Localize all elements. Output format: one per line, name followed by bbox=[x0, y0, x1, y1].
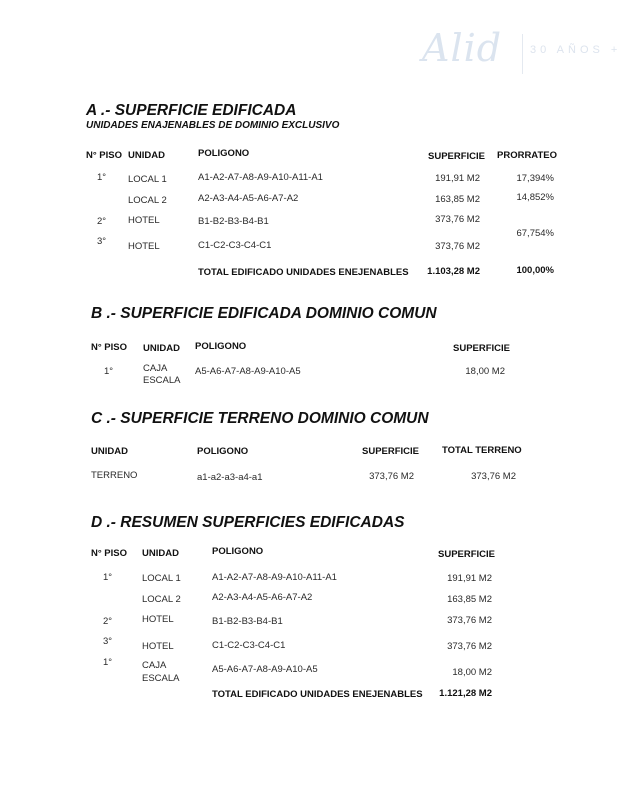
header-unidad: UNIDAD bbox=[91, 446, 128, 457]
cell-superficie: 191,91 M2 bbox=[435, 173, 480, 184]
header-superficie: SUPERFICIE bbox=[438, 549, 496, 560]
cell-unidad-line1: CAJA bbox=[142, 660, 167, 671]
cell-superficie: 373,76 M2 bbox=[435, 241, 480, 252]
cell-unidad: HOTEL bbox=[128, 215, 160, 226]
cell-superficie: 18,00 M2 bbox=[452, 667, 492, 678]
header-superficie: SUPERFICIE bbox=[428, 151, 486, 162]
cell-unidad: HOTEL bbox=[142, 614, 174, 625]
logo-divider bbox=[522, 34, 523, 74]
company-logo bbox=[422, 26, 632, 76]
cell-piso: 2° bbox=[103, 616, 113, 627]
cell-superficie: 373,76 M2 bbox=[447, 615, 492, 626]
cell-superficie: 373,76 M2 bbox=[369, 471, 414, 482]
cell-poligono: C1-C2-C3-C4-C1 bbox=[198, 240, 272, 251]
header-piso: N° PISO bbox=[91, 342, 128, 353]
cell-unidad: LOCAL 1 bbox=[128, 174, 167, 185]
section-b-title: B .- SUPERFICIE EDIFICADA DOMINIO COMUN bbox=[91, 305, 437, 322]
cell-piso: 1° bbox=[103, 572, 113, 583]
total-superficie: 1.121,28 M2 bbox=[439, 688, 492, 699]
total-label: TOTAL EDIFICADO UNIDADES ENEJENABLES bbox=[212, 689, 423, 700]
cell-piso: 1° bbox=[103, 657, 113, 668]
cell-piso: 2° bbox=[97, 216, 107, 227]
header-poligono: POLIGONO bbox=[212, 546, 264, 557]
cell-poligono: A1-A2-A7-A8-A9-A10-A11-A1 bbox=[198, 172, 323, 183]
section-a-title: A .- SUPERFICIE EDIFICADA bbox=[86, 102, 297, 119]
header-piso: N° PISO bbox=[91, 548, 128, 559]
header-poligono: POLIGONO bbox=[198, 148, 250, 159]
cell-unidad-line2: ESCALA bbox=[143, 375, 181, 386]
logo-brand: Alid bbox=[422, 26, 503, 70]
logo-tagline: 30 AÑOS + bbox=[530, 44, 622, 56]
total-superficie: 1.103,28 M2 bbox=[427, 266, 480, 277]
header-piso: N° PISO bbox=[86, 150, 123, 161]
cell-unidad-line2: ESCALA bbox=[142, 673, 180, 684]
header-unidad: UNIDAD bbox=[128, 150, 165, 161]
cell-unidad: HOTEL bbox=[142, 641, 174, 652]
cell-superficie: 373,76 M2 bbox=[447, 641, 492, 652]
header-poligono: POLIGONO bbox=[195, 341, 247, 352]
cell-piso: 1° bbox=[104, 366, 114, 377]
cell-superficie: 191,91 M2 bbox=[447, 573, 492, 584]
cell-unidad: TERRENO bbox=[91, 470, 138, 481]
total-prorrateo: 100,00% bbox=[516, 265, 554, 276]
cell-poligono: A1-A2-A7-A8-A9-A10-A11-A1 bbox=[212, 572, 337, 583]
header-prorrateo: PRORRATEO bbox=[497, 150, 557, 161]
cell-superficie: 163,85 M2 bbox=[447, 594, 492, 605]
cell-prorrateo: 14,852% bbox=[516, 192, 554, 203]
cell-poligono: C1-C2-C3-C4-C1 bbox=[212, 640, 286, 651]
header-poligono: POLIGONO bbox=[197, 446, 249, 457]
cell-unidad-line1: CAJA bbox=[143, 363, 168, 374]
cell-poligono: A2-A3-A4-A5-A6-A7-A2 bbox=[198, 193, 299, 204]
header-total-terreno: TOTAL TERRENO bbox=[442, 445, 522, 456]
section-d-title: D .- RESUMEN SUPERFICIES EDIFICADAS bbox=[91, 514, 405, 531]
cell-prorrateo: 17,394% bbox=[516, 173, 554, 184]
cell-piso: 3° bbox=[103, 636, 113, 647]
cell-superficie: 163,85 M2 bbox=[435, 194, 480, 205]
header-superficie: SUPERFICIE bbox=[453, 343, 511, 354]
total-label: TOTAL EDIFICADO UNIDADES ENEJENABLES bbox=[198, 267, 409, 278]
cell-superficie: 18,00 M2 bbox=[465, 366, 505, 377]
cell-unidad: LOCAL 1 bbox=[142, 573, 181, 584]
cell-poligono: B1-B2-B3-B4-B1 bbox=[212, 616, 283, 627]
cell-unidad: LOCAL 2 bbox=[142, 594, 181, 605]
cell-total-terreno: 373,76 M2 bbox=[471, 471, 516, 482]
cell-unidad: LOCAL 2 bbox=[128, 195, 167, 206]
cell-poligono: A5-A6-A7-A8-A9-A10-A5 bbox=[212, 664, 318, 675]
cell-piso: 3° bbox=[97, 236, 107, 247]
cell-superficie: 373,76 M2 bbox=[435, 214, 480, 225]
cell-poligono: A2-A3-A4-A5-A6-A7-A2 bbox=[212, 592, 313, 603]
cell-unidad: HOTEL bbox=[128, 241, 160, 252]
header-unidad: UNIDAD bbox=[143, 343, 180, 354]
header-unidad: UNIDAD bbox=[142, 548, 179, 559]
cell-piso: 1° bbox=[97, 172, 107, 183]
header-superficie: SUPERFICIE bbox=[362, 446, 420, 457]
cell-poligono: a1-a2-a3-a4-a1 bbox=[197, 472, 263, 483]
cell-poligono: A5-A6-A7-A8-A9-A10-A5 bbox=[195, 366, 301, 377]
section-a-subtitle: UNIDADES ENAJENABLES DE DOMINIO EXCLUSIVO bbox=[86, 120, 340, 131]
hotel-prorrateo: 67,754% bbox=[516, 228, 554, 239]
cell-poligono: B1-B2-B3-B4-B1 bbox=[198, 216, 269, 227]
section-c-title: C .- SUPERFICIE TERRENO DOMINIO COMUN bbox=[91, 410, 429, 427]
